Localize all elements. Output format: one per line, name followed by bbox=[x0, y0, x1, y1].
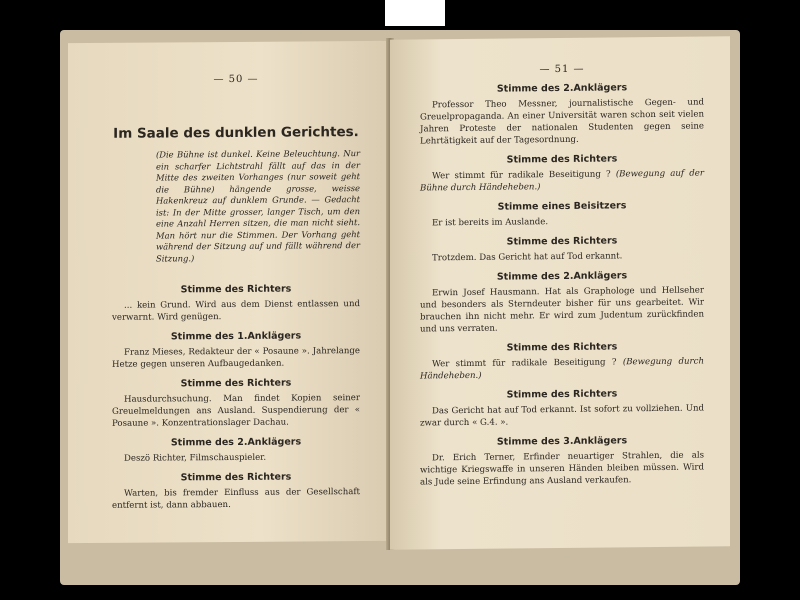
dialogue-text: ... kein Grund. Wird aus dem Dienst entlassen und verwarnt. Wird genügen. bbox=[112, 299, 360, 323]
scene-title: Im Saale des dunklen Gerichtes. bbox=[113, 124, 359, 142]
dialogue-text: Er ist bereits im Auslande. bbox=[432, 217, 549, 229]
dialogue-text: Trotzdem. Das Gericht hat auf Tod erkannt. bbox=[432, 251, 623, 264]
speaker-heading: Stimme des 2.Anklägers bbox=[496, 82, 628, 95]
speaker-heading: Stimme eines Beisitzers bbox=[497, 200, 627, 213]
dialogue-text: Warten, bis fremder Einfluss aus der Gesellschaft entfernt ist, dann abbauen. bbox=[112, 487, 360, 511]
speaker-heading: Stimme des 3.Anklägers bbox=[496, 435, 628, 448]
speaker-heading: Stimme des Richters bbox=[506, 153, 618, 166]
dialogue-text: Wer stimmt für radikale Beseitigung ? (Bewegung auf der Bühne durch Händeheben.) bbox=[420, 168, 704, 194]
speaker-heading: Stimme des Richters bbox=[506, 388, 618, 401]
speaker-heading: Stimme des Richters bbox=[506, 235, 618, 248]
dialogue-text: Professor Theo Messner, journalistische Gegen- und Greuelpropaganda. An einer Universität waren schon seit vielen Jahren Proteste der nationalen Studenten gegen seine Lehrtätigkeit auf der Tagesordnung. bbox=[420, 97, 704, 147]
speaker-heading: Stimme des Richters bbox=[506, 341, 618, 354]
dialogue-text: Dr. Erich Terner, Erfinder neuartiger Strahlen, die als wichtige Kriegswaffe in unseren Händen bleiben müssen. Wird als Jude seine Erfindung ans Ausland verkaufen. bbox=[420, 450, 704, 488]
white-label bbox=[385, 0, 445, 26]
speaker-heading: Stimme des 2.Anklägers bbox=[496, 270, 628, 283]
left-page bbox=[68, 41, 390, 543]
stage-direction: (Die Bühne ist dunkel. Keine Beleuchtung. Nur ein scharfer Lichtstrahl fällt auf das in der Mitte des zweiten Vorhanges (nur soweit geht die Bühne) hängende grosse, weisse Hakenkreuz auf dunklem Grunde. — Gedacht ist: In der Mitte grosser, langer Tisch, um den eine Anzahl Herren sitzen, die man nicht sieht. Man hört nur die Stimmen. Der Vorhang geht während der Sitzung auf und fällt während der Sitzung.) bbox=[156, 148, 360, 264]
dialogue-text: Deszö Richter, Filmschauspieler. bbox=[124, 452, 267, 464]
dialogue-text: Das Gericht hat auf Tod erkannt. Ist sofort zu vollziehen. Und zwar durch « G.4. ». bbox=[420, 403, 704, 429]
dialogue-text: Franz Mieses, Redakteur der « Posaune ». Jahrelange Hetze gegen unseren Aufbaugedanken. bbox=[112, 346, 360, 370]
speaker-heading: Stimme des 1.Anklägers bbox=[170, 330, 302, 343]
stage-note: (Bewegung auf der Bühne durch Händeheben.) bbox=[420, 168, 704, 194]
right-dialogue bbox=[420, 81, 704, 488]
speaker-heading: Stimme des Richters bbox=[180, 283, 292, 296]
speaker-heading: Stimme des Richters bbox=[180, 471, 292, 484]
speaker-heading: Stimme des Richters bbox=[180, 377, 292, 390]
dialogue-text: Hausdurchsuchung. Man findet Kopien seiner Greuelmeldungen ans Ausland. Suspendierung der « Posaune ». Konzentrationslager Dachau. bbox=[112, 393, 360, 429]
speaker-heading: Stimme des 2.Anklägers bbox=[170, 436, 302, 449]
stage-note: (Bewegung durch Händeheben.) bbox=[420, 356, 704, 382]
page-number-left: — 50 — bbox=[213, 73, 259, 86]
right-page bbox=[390, 36, 730, 550]
dialogue-text: Wer stimmt für radikale Beseitigung ? (Bewegung durch Händeheben.) bbox=[420, 356, 704, 382]
left-dialogue bbox=[112, 283, 360, 512]
dialogue-text: Erwin Josef Hausmann. Hat als Graphologe und Hellseher und besonders als Sterndeuter bisher für uns gearbeitet. Wir brauchen ihn nicht mehr. Er wird zum Judentum zurückfinden und uns verraten. bbox=[420, 285, 704, 335]
page-number-right: — 51 — bbox=[539, 63, 585, 76]
